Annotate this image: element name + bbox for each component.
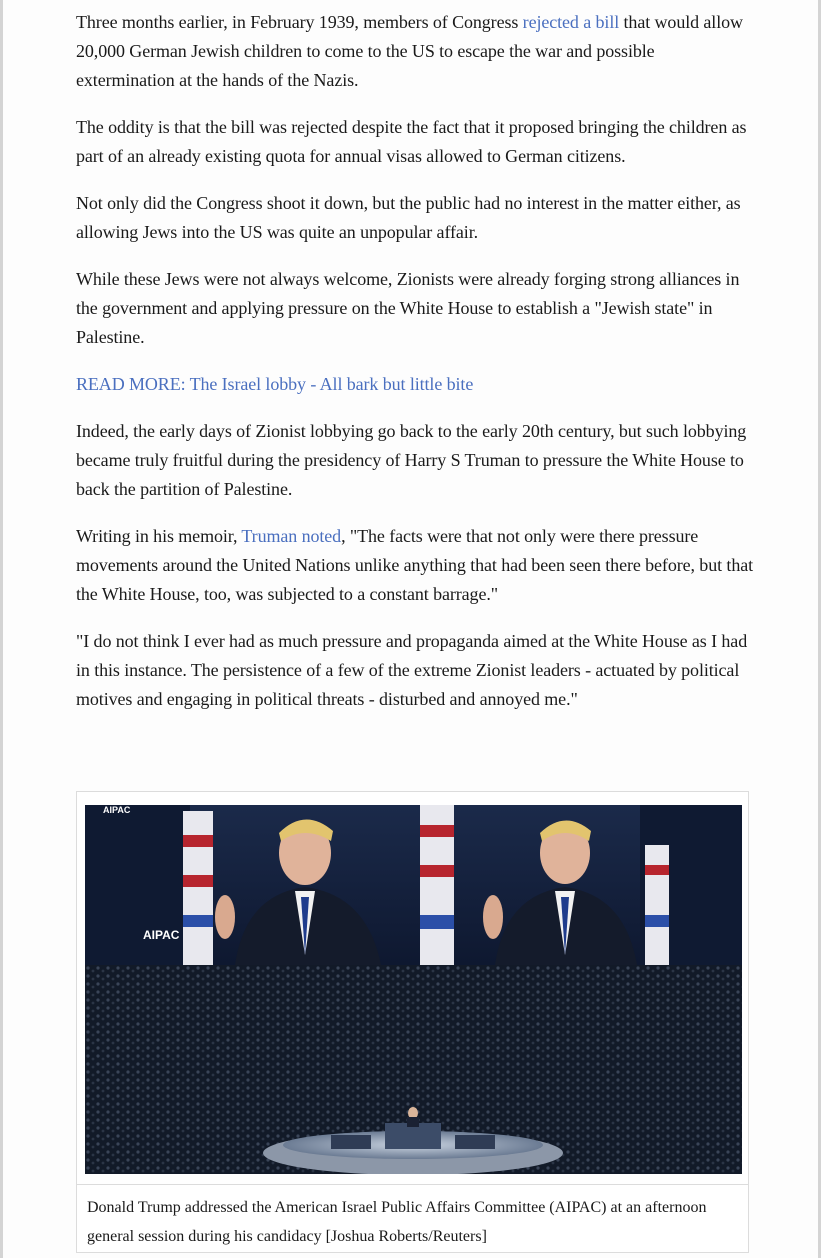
aipac-sign-left: AIPAC	[143, 928, 180, 942]
aipac-photo-illustration	[85, 805, 742, 1174]
read-more-paragraph	[76, 370, 756, 399]
aipac-photo	[85, 805, 742, 1174]
paragraph-1: Three months earlier, in February 1939, members of Congress rejected a bill that would allow 20,000 German Jewish children to come to the US to escape the war and possible extermination at the hands of the Nazis.	[76, 12, 743, 90]
paragraph-2: The oddity is that the bill was rejected despite the fact that it proposed bringing the children as part of an already existing quota for annual visas allowed to German citizens.	[76, 117, 747, 166]
article-body	[76, 8, 756, 732]
rejected-a-bill-link[interactable]: rejected a bill	[522, 12, 620, 32]
paragraph-5: Indeed, the early days of Zionist lobbying go back to the early 20th century, but such lobbying became truly fruitful during the presidency of Harry S Truman to pressure the White House to back the partition of Palestine.	[76, 421, 747, 499]
photo-caption: Donald Trump addressed the American Israel Public Affairs Committee (AIPAC) at an afternoon general session during his candidacy [Joshua Roberts/Reuters]	[77, 1184, 748, 1251]
paragraph-4: While these Jews were not always welcome, Zionists were already forging strong alliances in the government and applying pressure on the White House to establish a "Jewish state" in Palestine.	[76, 269, 740, 347]
read-more-link[interactable]: READ MORE: The Israel lobby - All bark but little bite	[76, 374, 474, 394]
paragraph-6: Writing in his memoir, Truman noted, "The facts were that not only were there pressure movements around the United Nations unlike anything that had been seen there before, but that the White House, too, was subjected to a constant barrage."	[76, 526, 754, 604]
aipac-sign-top: AIPAC	[103, 805, 131, 815]
paragraph-7: "I do not think I ever had as much pressure and propaganda aimed at the White House as I had in this instance. The persistence of a few of the extreme Zionist leaders - actuated by political motives and engaging in political threats - disturbed and annoyed me."	[76, 631, 748, 709]
paragraph-3: Not only did the Congress shoot it down, but the public had no interest in the matter either, as allowing Jews into the US was quite an unpopular affair.	[76, 193, 741, 242]
truman-noted-link[interactable]: Truman noted	[241, 526, 342, 546]
article-figure	[76, 791, 749, 1253]
